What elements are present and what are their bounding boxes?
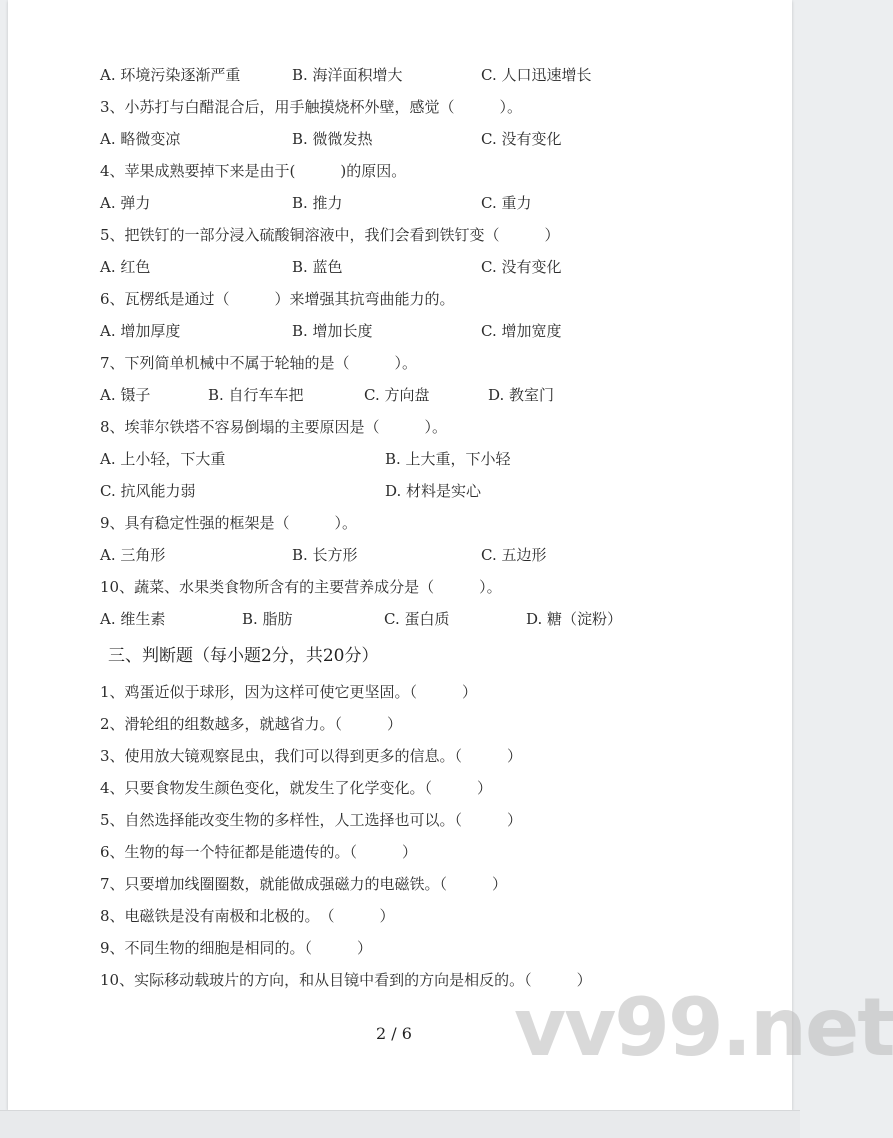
- answer-option: B. 微微发热: [292, 130, 373, 148]
- judgment-item: 1、鸡蛋近似于球形，因为这样可使它更坚固。（ ）: [100, 683, 478, 701]
- answer-option: A. 镊子: [100, 386, 151, 404]
- question-text: 5、把铁钉的一部分浸入硫酸铜溶液中，我们会看到铁钉变（ ）: [100, 226, 560, 244]
- answer-option: A. 略微变凉: [100, 130, 181, 148]
- answer-option: A. 增加厚度: [100, 322, 181, 340]
- answer-option: D. 糖（淀粉）: [526, 610, 623, 628]
- judgment-item: 10、实际移动载玻片的方向，和从目镜中看到的方向是相反的。（ ）: [100, 971, 592, 989]
- answer-option: D. 教室门: [488, 386, 555, 404]
- judgment-item: 4、只要食物发生颜色变化，就发生了化学变化。（ ）: [100, 779, 493, 797]
- judgment-item: 5、自然选择能改变生物的多样性，人工选择也可以。（ ）: [100, 811, 523, 829]
- page-number: 2 / 6: [376, 1024, 412, 1043]
- answer-option: A. 三角形: [100, 546, 166, 564]
- answer-option: B. 上大重，下小轻: [385, 450, 511, 468]
- question-text: 8、埃菲尔铁塔不容易倒塌的主要原因是（ ）。: [100, 418, 448, 436]
- answer-option: B. 长方形: [292, 546, 358, 564]
- answer-option: B. 脂肪: [242, 610, 293, 628]
- answer-option: C. 蛋白质: [384, 610, 450, 628]
- question-text: 10、蔬菜、水果类食物所含有的主要营养成分是（ ）。: [100, 578, 502, 596]
- answer-option: C. 没有变化: [481, 130, 562, 148]
- answer-option: C. 没有变化: [481, 258, 562, 276]
- answer-option: B. 增加长度: [292, 322, 373, 340]
- answer-option: A. 环境污染逐渐严重: [100, 66, 241, 84]
- answer-option: A. 红色: [100, 258, 151, 276]
- viewer-bottom-bar: [0, 1110, 800, 1138]
- answer-option: C. 重力: [481, 194, 532, 212]
- question-text: 3、小苏打与白醋混合后，用手触摸烧杯外壁，感觉（ ）。: [100, 98, 523, 116]
- section-title: 三、判断题（每小题2分，共20分）: [108, 646, 379, 666]
- answer-option: C. 方向盘: [364, 386, 430, 404]
- judgment-item: 2、滑轮组的组数越多，就越省力。（ ）: [100, 715, 403, 733]
- judgment-item: 8、电磁铁是没有南极和北极的。 （ ）: [100, 907, 395, 925]
- answer-option: B. 蓝色: [292, 258, 343, 276]
- answer-option: B. 推力: [292, 194, 343, 212]
- judgment-item: 9、不同生物的细胞是相同的。（ ）: [100, 939, 373, 957]
- answer-option: A. 维生素: [100, 610, 166, 628]
- watermark-logo: vv99.net: [514, 981, 893, 1074]
- answer-option: B. 自行车车把: [208, 386, 304, 404]
- document-page: [8, 0, 893, 1110]
- answer-option: C. 五边形: [481, 546, 547, 564]
- question-text: 9、具有稳定性强的框架是（ ）。: [100, 514, 358, 532]
- question-text: 7、下列简单机械中不属于轮轴的是（ ）。: [100, 354, 418, 372]
- judgment-item: 7、只要增加线圈圈数，就能做成强磁力的电磁铁。（ ）: [100, 875, 508, 893]
- question-text: 6、瓦楞纸是通过（ ）来增强其抗弯曲能力的。: [100, 290, 455, 308]
- answer-option: C. 人口迅速增长: [481, 66, 592, 84]
- judgment-item: 6、生物的每一个特征都是能遗传的。（ ）: [100, 843, 418, 861]
- answer-option: D. 材料是实心: [385, 482, 482, 500]
- answer-option: B. 海洋面积增大: [292, 66, 403, 84]
- answer-option: C. 抗风能力弱: [100, 482, 196, 500]
- answer-option: C. 增加宽度: [481, 322, 562, 340]
- question-text: 4、苹果成熟要掉下来是由于( )的原因。: [100, 162, 407, 180]
- answer-option: A. 上小轻，下大重: [100, 450, 226, 468]
- judgment-item: 3、使用放大镜观察昆虫，我们可以得到更多的信息。（ ）: [100, 747, 523, 765]
- answer-option: A. 弹力: [100, 194, 151, 212]
